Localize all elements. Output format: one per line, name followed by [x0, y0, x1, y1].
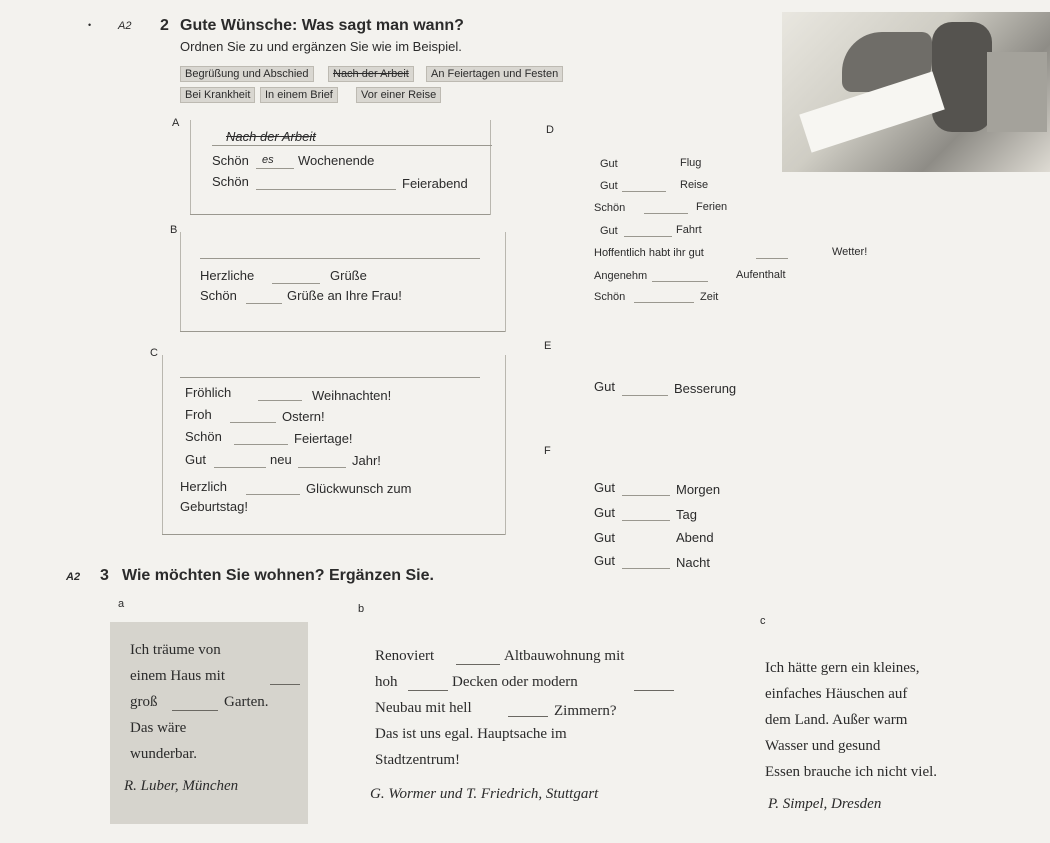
line-text: Altbauwohnung mit — [504, 648, 625, 664]
exercise-number: 3 — [100, 567, 109, 584]
level-mark: A2 — [118, 20, 132, 32]
exercise-title: Wie möchten Sie wohnen? Ergänzen Sie. — [122, 567, 434, 584]
line-text: Froh — [185, 407, 212, 422]
line-text: Herzlich — [180, 479, 227, 494]
bullet-dot: • — [88, 20, 92, 30]
column-label: a — [118, 598, 125, 610]
line-text: wunderbar. — [130, 746, 198, 762]
line-text: Wasser und gesund — [765, 738, 881, 754]
line-text: Gut — [185, 452, 206, 467]
line-text: Angenehm — [594, 270, 648, 282]
signature: G. Wormer und T. Friedrich, Stuttgart — [370, 786, 599, 802]
line-text: Wetter! — [832, 246, 868, 258]
line-text: Fahrt — [676, 224, 702, 236]
line-text: Ich hätte gern ein kleines, — [765, 660, 920, 676]
line-text: Gut — [594, 379, 615, 394]
box-label: E — [544, 340, 552, 352]
line-text: Morgen — [676, 482, 721, 497]
line-text: Gut — [600, 180, 618, 192]
line-text: Grüße — [330, 268, 367, 283]
line-text: Reise — [680, 179, 709, 191]
line-text: Fröhlich — [185, 385, 232, 400]
line-text: Neubau mit hell — [375, 700, 472, 716]
line-text: hoh — [375, 674, 398, 690]
line-text: Das ist uns egal. Hauptsache im — [375, 726, 567, 742]
line-text: Gut — [600, 158, 618, 170]
line-text: Flug — [680, 157, 702, 169]
column-label: b — [358, 603, 365, 615]
line-text: Ich träume von — [130, 642, 221, 658]
line-text: Hoffentlich habt ihr gut — [594, 247, 704, 259]
box-label: B — [170, 224, 178, 236]
line-text: groß — [130, 694, 158, 710]
line-text: Jahr! — [352, 453, 381, 468]
box-heading: Nach der Arbeit — [226, 129, 316, 144]
line-text: neu — [270, 452, 292, 467]
line-text: Feiertage! — [294, 431, 353, 446]
category-chip: Bei Krankheit — [180, 87, 255, 103]
line-text: Besserung — [674, 381, 737, 396]
line-text: Garten. — [224, 694, 269, 710]
line-text: Weihnachten! — [312, 388, 392, 403]
line-text: Das wäre — [130, 720, 187, 736]
line-text: einfaches Häuschen auf — [765, 686, 908, 702]
line-text: Glückwunsch zum — [306, 481, 412, 496]
line-text: Gut — [594, 505, 615, 520]
line-text: Schön — [212, 174, 249, 189]
box-label: F — [544, 445, 551, 457]
line-text: Gut — [600, 225, 618, 237]
line-text: Herzliche — [200, 268, 255, 283]
exercise-number: 2 — [160, 17, 169, 34]
box-label: D — [546, 124, 554, 136]
photo — [782, 12, 1050, 172]
line-text: Schön — [212, 153, 249, 168]
level-mark: A2 — [66, 571, 81, 583]
line-text: Schön — [200, 288, 237, 303]
category-chip: Vor einer Reise — [356, 87, 441, 103]
line-text: Geburtstag! — [180, 499, 248, 514]
line-text: Schön — [185, 429, 222, 444]
line-text: Gut — [594, 530, 615, 545]
line-text: Renoviert — [375, 648, 435, 664]
category-chip: An Feiertagen und Festen — [426, 66, 563, 82]
instruction: Ordnen Sie zu und ergänzen Sie wie im Beispiel. — [180, 39, 462, 54]
line-text: Aufenthalt — [736, 269, 786, 281]
category-chip: Begrüßung und Abschied — [180, 66, 314, 82]
line-text: Feierabend — [402, 176, 468, 191]
line-text: Grüße an Ihre Frau! — [287, 288, 402, 303]
line-text: Schön — [594, 291, 626, 303]
line-text: Zimmern? — [554, 703, 617, 719]
line-text: Ostern! — [282, 409, 325, 424]
line-text: Ferien — [696, 201, 728, 213]
category-chip: In einem Brief — [260, 87, 338, 103]
category-chip: Nach der Arbeit — [328, 66, 414, 82]
line-text: Stadtzentrum! — [375, 752, 460, 768]
box-label: C — [150, 347, 158, 359]
line-text: dem Land. Außer warm — [765, 712, 908, 728]
signature: R. Luber, München — [124, 778, 239, 794]
box-label: A — [172, 117, 180, 129]
line-text: Tag — [676, 507, 697, 522]
line-text: Decken oder modern — [452, 674, 578, 690]
exercise-title: Gute Wünsche: Was sagt man wann? — [180, 17, 464, 34]
line-text: Gut — [594, 480, 615, 495]
signature: P. Simpel, Dresden — [768, 796, 882, 812]
line-text: Gut — [594, 553, 615, 568]
line-text: Schön — [594, 202, 626, 214]
line-text: einem Haus mit — [130, 668, 225, 684]
line-text: Zeit — [700, 291, 719, 303]
line-text: Nacht — [676, 555, 710, 570]
line-text: Wochenende — [298, 153, 375, 168]
line-text: Abend — [676, 530, 714, 545]
column-label: c — [760, 615, 766, 627]
filled-ending: es — [262, 154, 274, 166]
line-text: Essen brauche ich nicht viel. — [765, 764, 938, 780]
